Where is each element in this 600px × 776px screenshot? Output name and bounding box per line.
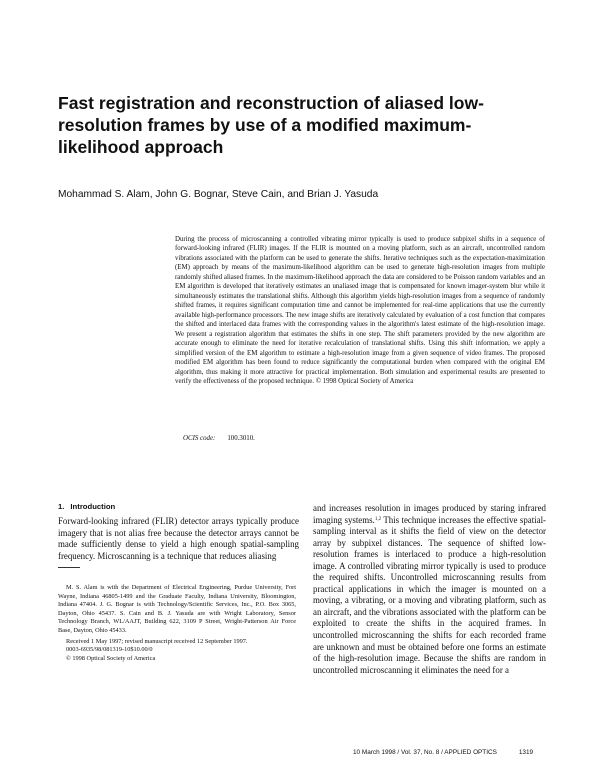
section-number: 1. xyxy=(58,502,65,511)
author-affiliations: M. S. Alam is with the Department of Electrical Engineering, Purdue University, Fort Wayne, Indiana 46805-1499 and the Graduate Faculty, Indiana University, Bloomington, Indiana 47404. J. G. Bognar is with Technology/Scientific Services, Inc., P.O. Box 3065, Dayton, Ohio 45437. S. Cain and B. J. Yasuda are with Wright Laboratory, Sensor Technology Branch, WL/AAJT, Building 622, 3109 P Street, Wright-Patterson Air Force Base, Dayton, Ohio 45433. xyxy=(58,584,296,634)
footnotes xyxy=(58,584,296,663)
ocis-code xyxy=(183,434,255,444)
footnote-separator xyxy=(58,567,80,568)
intro-paragraph-right xyxy=(313,503,546,676)
left-column xyxy=(58,502,299,562)
section-heading xyxy=(58,502,299,512)
ocis-code-label: OCIS code: xyxy=(183,435,216,442)
journal-citation: 10 March 1998 / Vol. 37, No. 8 / APPLIED OPTICS xyxy=(353,749,497,756)
article-title: Fast registration and reconstruction of aliased low-resolution frames by use of a modified maximum-likelihood approach xyxy=(58,93,484,157)
author-list: Mohammad S. Alam, John G. Bognar, Steve Cain, and Brian J. Yasuda xyxy=(58,189,379,200)
page-number: 1319 xyxy=(518,749,534,756)
article-code: 0003-6935/98/081319-10$10.00/0 xyxy=(66,646,153,654)
ocis-code-value: 100.3010. xyxy=(227,435,255,442)
abstract: During the process of microscanning a controlled vibrating mirror typically is used to produce subpixel shifts in a sequence of forward-looking infrared (FLIR) images. If the FLIR is mounted on a moving platform, such as an aircraft, uncontrolled random vibrations associated with the platform can be used to generate the shifts. Iterative techniques such as the expectation-maximization (EM) approach by means of the maximum-likelihood algorithm can be used to generate high-resolution images from multiple randomly shifted aliased frames. In the maximum-likelihood approach the data are considered to be Poisson random variables and an EM algorithm is developed that iteratively estimates an unaliased image that is compensated for known imager-system blur while it simultaneously estimates the translational shifts. Although this algorithm yields high-resolution images from a sequence of randomly shifted frames, it requires significant computation time and cannot be implemented for real-time applications that use the currently available high-performance processors. The new image shifts are iteratively calculated by evaluation of a cost function that compares the shifted and interlaced data frames with the corresponding values in the algorithm's latest estimate of the high-resolution image. We present a registration algorithm that estimates the shifts in one step. The shift parameters provided by the new algorithm are accurate enough to eliminate the need for iterative recalculation of translational shifts. Using this shift information, we apply a simplified version of the EM algorithm to estimate a high-resolution image from a given sequence of video frames. The proposed modified EM algorithm has been found to reduce significantly the computational burden when compared with the original EM algorithm, thus making it more attractive for practical implementation. Both simulation and experimental results are presented to verify the effectiveness of the proposed technique. © 1998 Optical Society of America xyxy=(175,236,545,386)
page-footer xyxy=(353,748,533,757)
section-title: Introduction xyxy=(70,502,116,511)
intro-text-start: and increases resolution in images produced by staring infrared imaging systems. xyxy=(313,503,546,525)
intro-paragraph-left: Forward-looking infrared (FLIR) detector arrays typically produce imagery that is not alias free because the detector arrays cannot be made sufficiently dense to yield a high enough spatial-sampling frequency. Microscanning is a technique that reduces aliasing xyxy=(58,516,299,561)
copyright-notice: © 1998 Optical Society of America xyxy=(66,654,156,662)
received-date: Received 1 May 1997; revised manuscript received 12 September 1997. xyxy=(66,637,248,645)
intro-text-rest: This technique increases the effective spatial-sampling interval as it shifts the field of view on the detector array by subpixel distances. The sequence of shifted low-resolution frames is interlaced to produce a high-resolution image. A controlled vibrating mirror typically is used to produce the required shifts. Uncontrolled microscanning results from practical applications in which the imager is mounted on a moving, a vibrating, or a moving and vibrating platform, such as an aircraft, and the vibrations associated with the platform can be exploited to create the shifts in the acquired frames. In uncontrolled microscanning the shifts for each recorded frame are unknown and must be obtained before one forms an estimate of the high-resolution image. Because the shifts are random in uncontrolled microscanning it eliminates the need for a xyxy=(313,514,546,675)
right-column xyxy=(313,503,546,676)
reference-citation: 1,2 xyxy=(374,516,382,522)
